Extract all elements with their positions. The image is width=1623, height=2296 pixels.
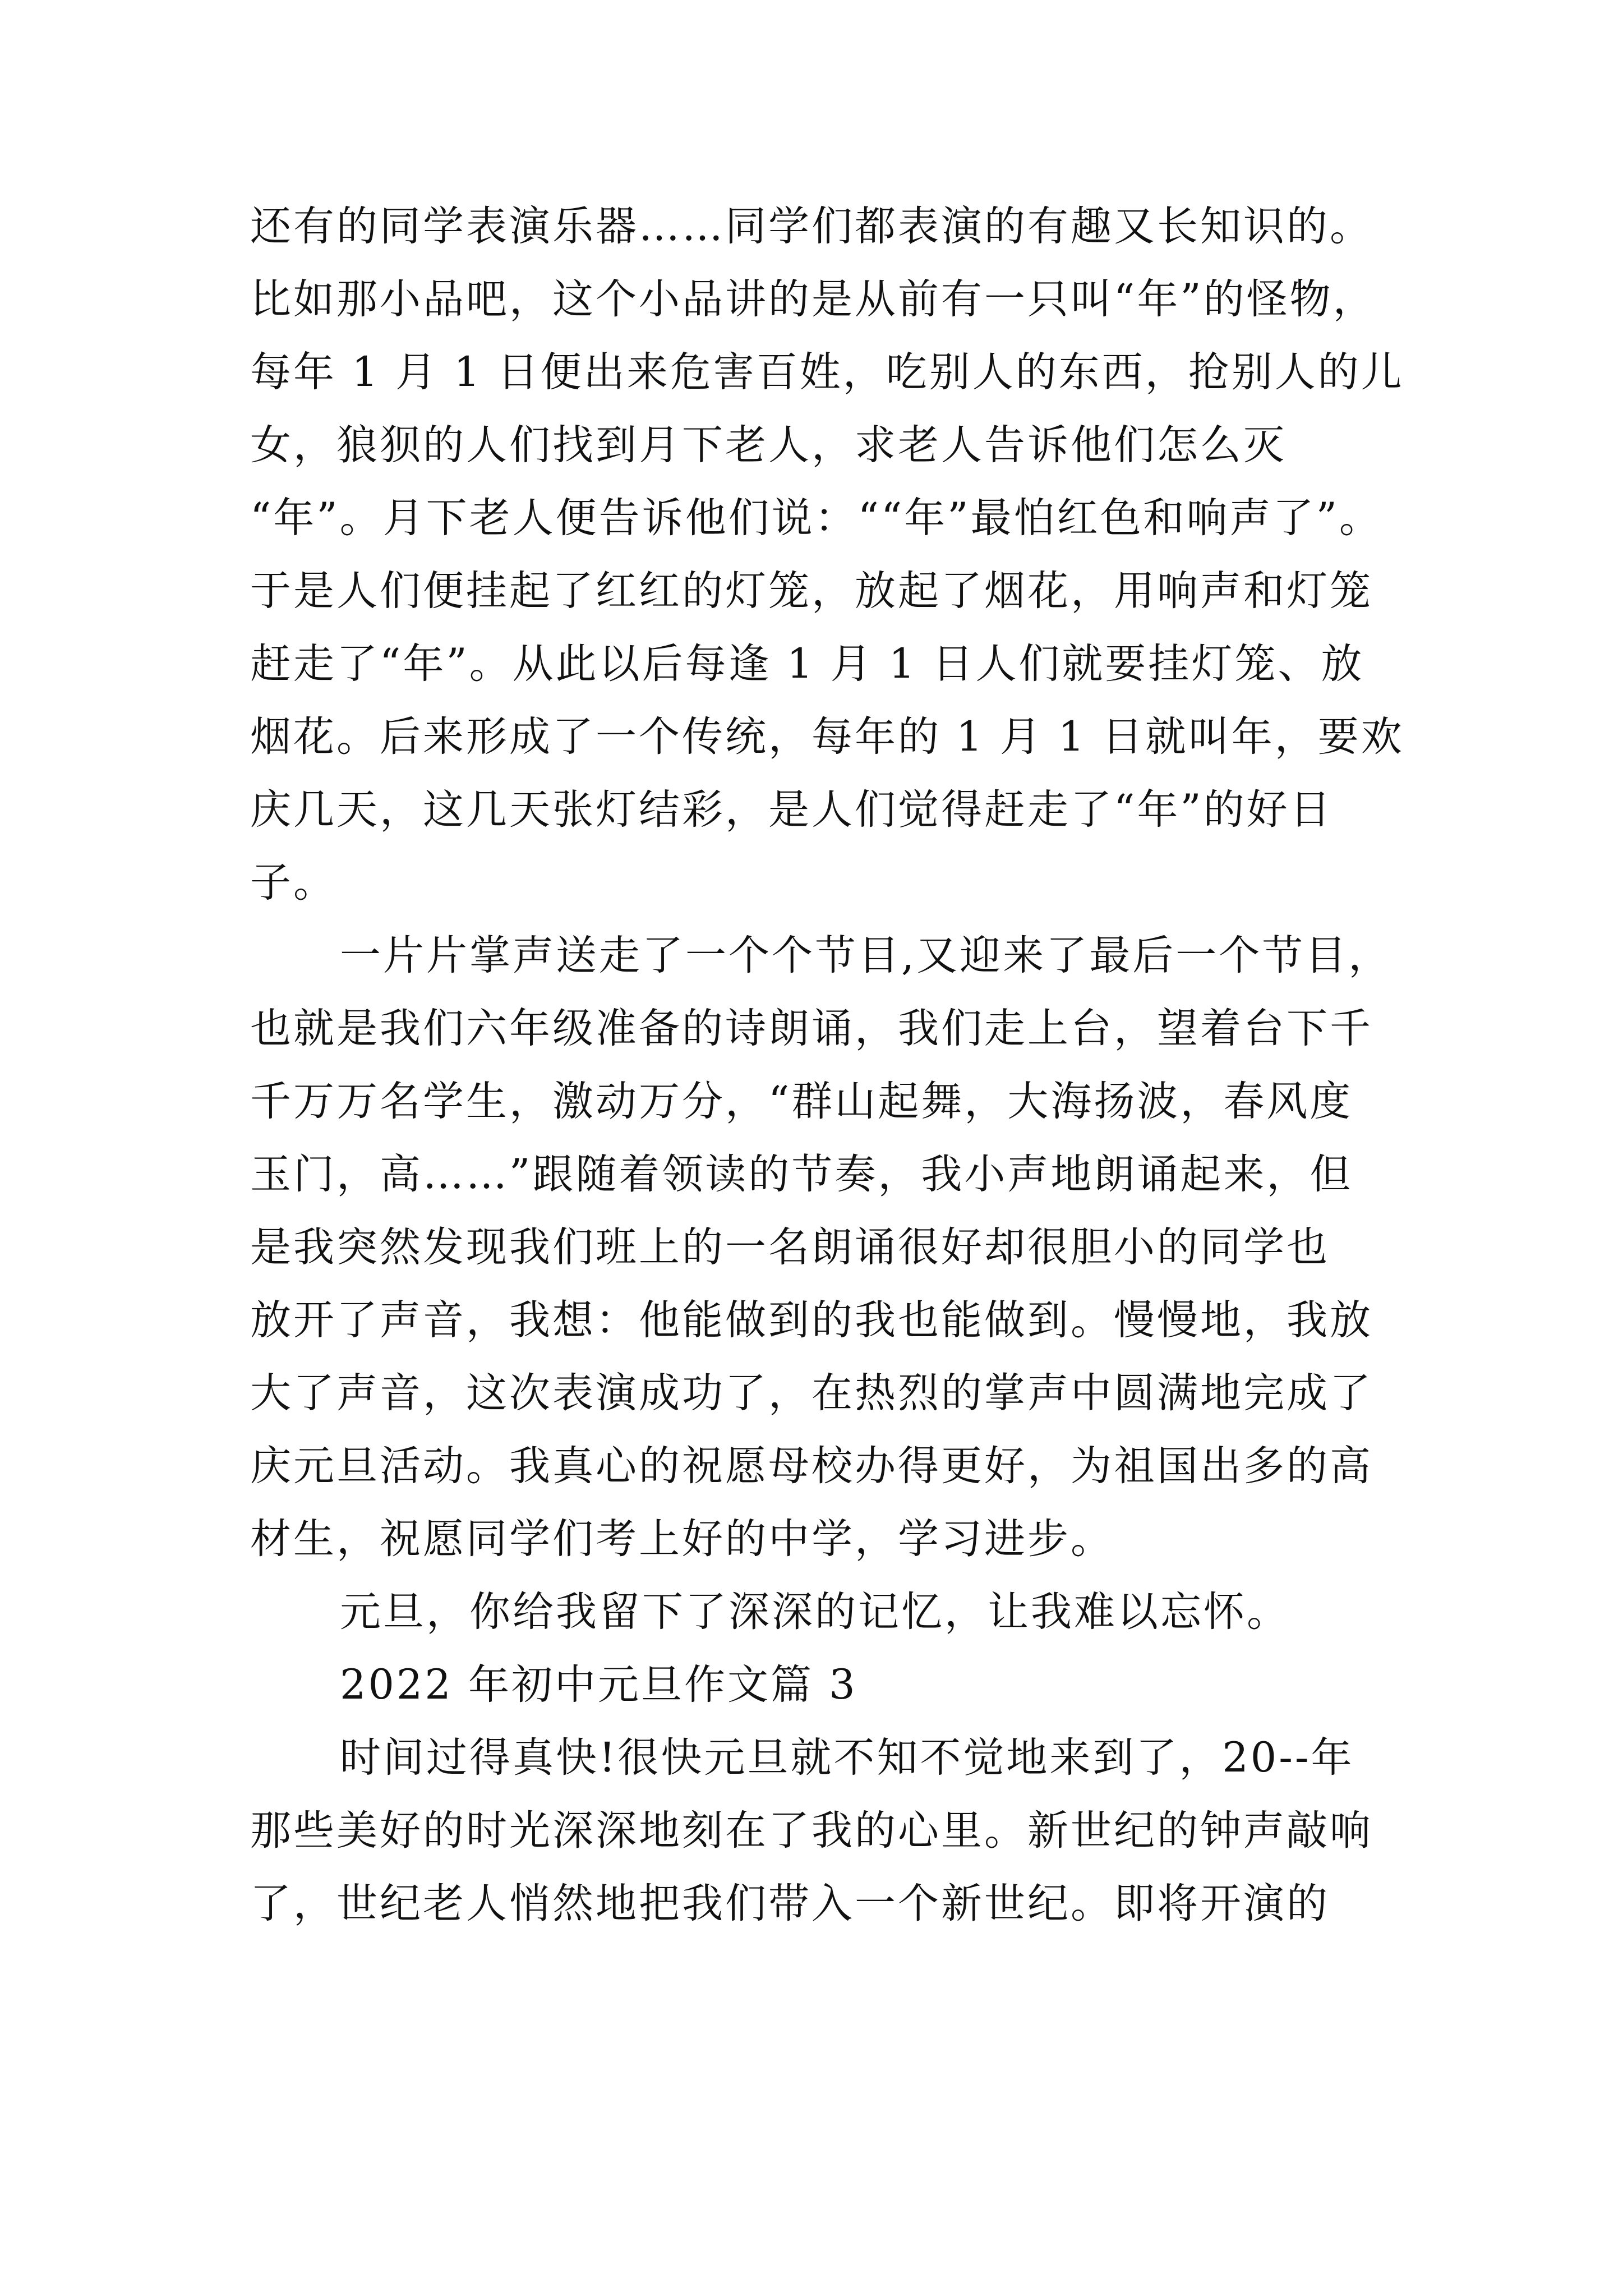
text-line: 时间过得真快!很快元旦就不知不觉地来到了，20--年 (340, 1734, 1354, 1782)
text-line: 元旦，你给我留下了深深的记忆，让我难以忘怀。 (340, 1588, 1290, 1636)
text-line: 是我突然发现我们班上的一名朗诵很好却很胆小的同学也 (250, 1223, 1330, 1271)
text-line: 每年 1 月 1 日便出来危害百姓，吃别人的东西，抢别人的儿 (250, 348, 1404, 396)
text-line: 材生，祝愿同学们考上好的中学，学习进步。 (250, 1515, 1114, 1563)
text-line: 一片片掌声送走了一个个节目,又迎来了最后一个节目， (340, 932, 1392, 979)
text-line: 2022 年初中元旦作文篇 3 (340, 1661, 857, 1709)
text-line: 子。 (250, 859, 336, 907)
document-body (250, 203, 1445, 1953)
text-line: 大了声音，这次表演成功了，在热烈的掌声中圆满地完成了 (250, 1369, 1373, 1417)
text-line: 了，世纪老人悄然地把我们带入一个新世纪。即将开演的 (250, 1880, 1330, 1927)
text-line: 女，狼狈的人们找到月下老人，求老人告诉他们怎么灭 (250, 421, 1287, 469)
text-line: 烟花。后来形成了一个传统，每年的 1 月 1 日就叫年，要欢 (250, 713, 1404, 761)
text-line: 庆几天，这几天张灯结彩，是人们觉得赶走了“年”的好日 (250, 786, 1333, 834)
text-line: 玉门，高……”跟随着领读的节奏，我小声地朗诵起来，但 (250, 1151, 1353, 1198)
text-line: 庆元旦活动。我真心的祝愿母校办得更好，为祖国出多的高 (250, 1442, 1373, 1490)
text-line: 那些美好的时光深深地刻在了我的心里。新世纪的钟声敲响 (250, 1807, 1373, 1855)
text-line: “年”。月下老人便告诉他们说：““年”最怕红色和响声了”。 (250, 494, 1382, 542)
text-line: 也就是我们六年级准备的诗朗诵，我们走上台，望着台下千 (250, 1005, 1373, 1052)
text-line: 千万万名学生，激动万分，“群山起舞，大海扬波，春风度 (250, 1078, 1353, 1125)
text-line: 还有的同学表演乐器……同学们都表演的有趣又长知识的。 (250, 203, 1373, 250)
text-line: 比如那小品吧，这个小品讲的是从前有一只叫“年”的怪物， (250, 275, 1376, 323)
text-line: 赶走了“年”。从此以后每逢 1 月 1 日人们就要挂灯笼、放 (250, 640, 1364, 688)
text-line: 于是人们便挂起了红红的灯笼，放起了烟花，用响声和灯笼 (250, 567, 1373, 615)
text-line: 放开了声音，我想：他能做到的我也能做到。慢慢地，我放 (250, 1296, 1373, 1344)
